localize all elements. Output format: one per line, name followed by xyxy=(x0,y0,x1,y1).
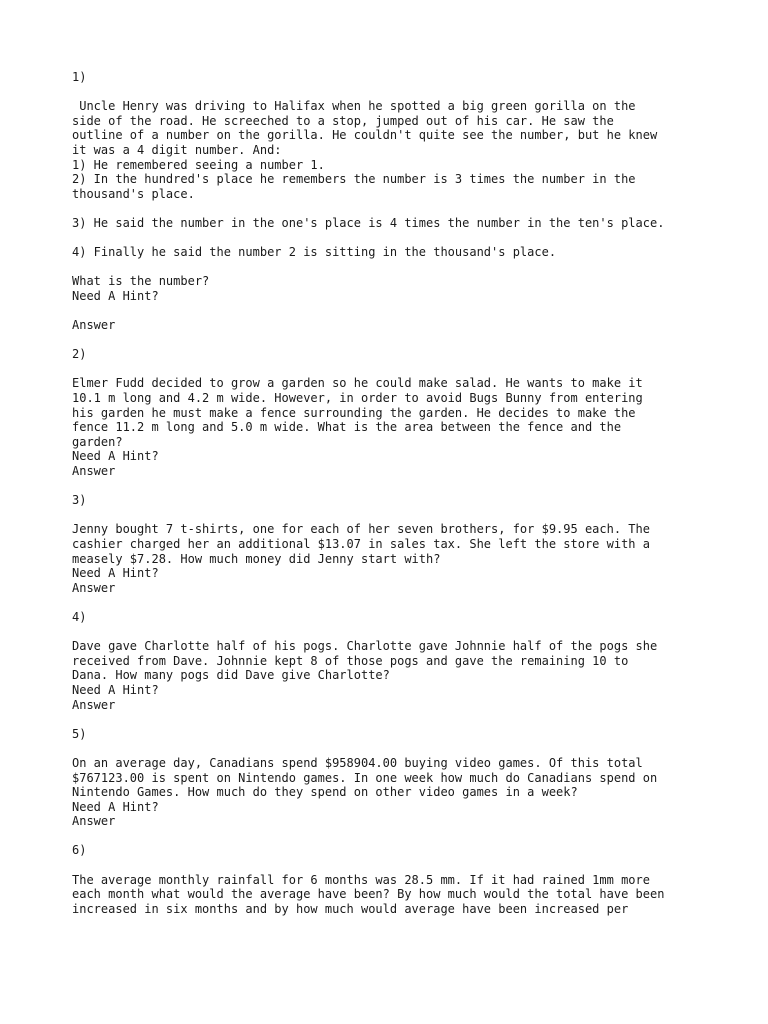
text-line: each month what would the average have been? By how much would the total have been xyxy=(72,887,665,902)
text-line: On an average day, Canadians spend $958904.00 buying video games. Of this total xyxy=(72,755,643,770)
text-line: 4) Finally he said the number 2 is sitting in the thousand's place. xyxy=(72,245,557,260)
text-line: What is the number? xyxy=(72,274,210,289)
hint-link[interactable]: Need A Hint? xyxy=(72,566,159,581)
answer-link[interactable]: Answer xyxy=(72,318,116,333)
hint-link[interactable]: Need A Hint? xyxy=(72,288,159,303)
answer-link[interactable]: Answer xyxy=(72,580,116,595)
text-line: measely $7.28. How much money did Jenny start with? xyxy=(72,551,441,566)
spacer xyxy=(72,231,712,246)
text-line: Uncle Henry was driving to Halifax when he spotted a big green gorilla on the xyxy=(72,99,636,114)
text-line: received from Dave. Johnnie kept 8 of those pogs and gave the remaining 10 to xyxy=(72,653,629,668)
text-line: 10.1 m long and 4.2 m wide. However, in order to avoid Bugs Bunny from entering xyxy=(72,391,643,406)
hint-link[interactable]: Need A Hint? xyxy=(72,682,159,697)
problem-number: 2) xyxy=(72,347,87,362)
text-line: cashier charged her an additional $13.07 in sales tax. She left the store with a xyxy=(72,537,650,551)
text-line: 2) In the hundred's place he remembers the number is 3 times the number in the xyxy=(72,172,636,187)
problem-4 xyxy=(72,610,712,727)
text-line: his garden he must make a fence surrounding the garden. He decides to make the xyxy=(72,405,636,420)
answer-link[interactable]: Answer xyxy=(72,697,116,712)
spacer xyxy=(72,479,712,494)
spacer xyxy=(72,508,712,523)
document-page xyxy=(72,70,712,931)
problem-number: 5) xyxy=(72,726,87,741)
problem-3 xyxy=(72,493,712,610)
text-line: 3) He said the number in the one's place is 4 times the number in the ten's place. xyxy=(72,215,665,230)
problem-number: 6) xyxy=(72,843,87,858)
spacer xyxy=(72,625,712,640)
text-line: Jenny bought 7 t-shirts, one for each of her seven brothers, for $9.95 each. The xyxy=(72,522,650,537)
problem-1 xyxy=(72,70,712,347)
problem-number: 4) xyxy=(72,609,87,624)
text-line: fence 11.2 m long and 5.0 m wide. What is the area between the fence and the xyxy=(72,420,622,435)
text-line: increased in six months and by how much would average have been increased per xyxy=(72,901,629,916)
text-line: 1) He remembered seeing a number 1. xyxy=(72,157,325,172)
text-line: garden? xyxy=(72,434,123,449)
problem-6 xyxy=(72,843,712,931)
spacer xyxy=(72,595,712,610)
problem-number: 1) xyxy=(72,70,87,84)
spacer xyxy=(72,333,712,348)
text-line: Nintendo Games. How much do they spend on other video games in a week? xyxy=(72,785,578,800)
problem-5 xyxy=(72,727,712,844)
spacer xyxy=(72,712,712,727)
text-line: Dana. How many pogs did Dave give Charlotte? xyxy=(72,668,390,683)
answer-link[interactable]: Answer xyxy=(72,814,116,829)
text-line: The average monthly rainfall for 6 months was 28.5 mm. If it had rained 1mm more xyxy=(72,872,650,887)
spacer xyxy=(72,201,712,216)
answer-link[interactable]: Answer xyxy=(72,464,116,479)
problem-number: 3) xyxy=(72,493,87,508)
spacer xyxy=(72,858,712,873)
text-line: Dave gave Charlotte half of his pogs. Charlotte gave Johnnie half of the pogs she xyxy=(72,639,658,654)
spacer xyxy=(72,85,712,100)
problem-2 xyxy=(72,347,712,493)
hint-link[interactable]: Need A Hint? xyxy=(72,799,159,814)
spacer xyxy=(72,829,712,844)
text-line: outline of a number on the gorilla. He couldn't quite see the number, but he knew xyxy=(72,128,658,143)
spacer xyxy=(72,362,712,377)
text-line: side of the road. He screeched to a stop, jumped out of his car. He saw the xyxy=(72,113,614,128)
text-line: it was a 4 digit number. And: xyxy=(72,142,282,157)
hint-link[interactable]: Need A Hint? xyxy=(72,449,159,464)
text-line: Elmer Fudd decided to grow a garden so he could make salad. He wants to make it xyxy=(72,376,643,391)
spacer xyxy=(72,304,712,319)
spacer xyxy=(72,741,712,756)
spacer xyxy=(72,260,712,275)
text-line: thousand's place. xyxy=(72,186,195,201)
spacer xyxy=(72,916,712,931)
text-line: $767123.00 is spent on Nintendo games. In one week how much do Canadians spend on xyxy=(72,770,658,785)
